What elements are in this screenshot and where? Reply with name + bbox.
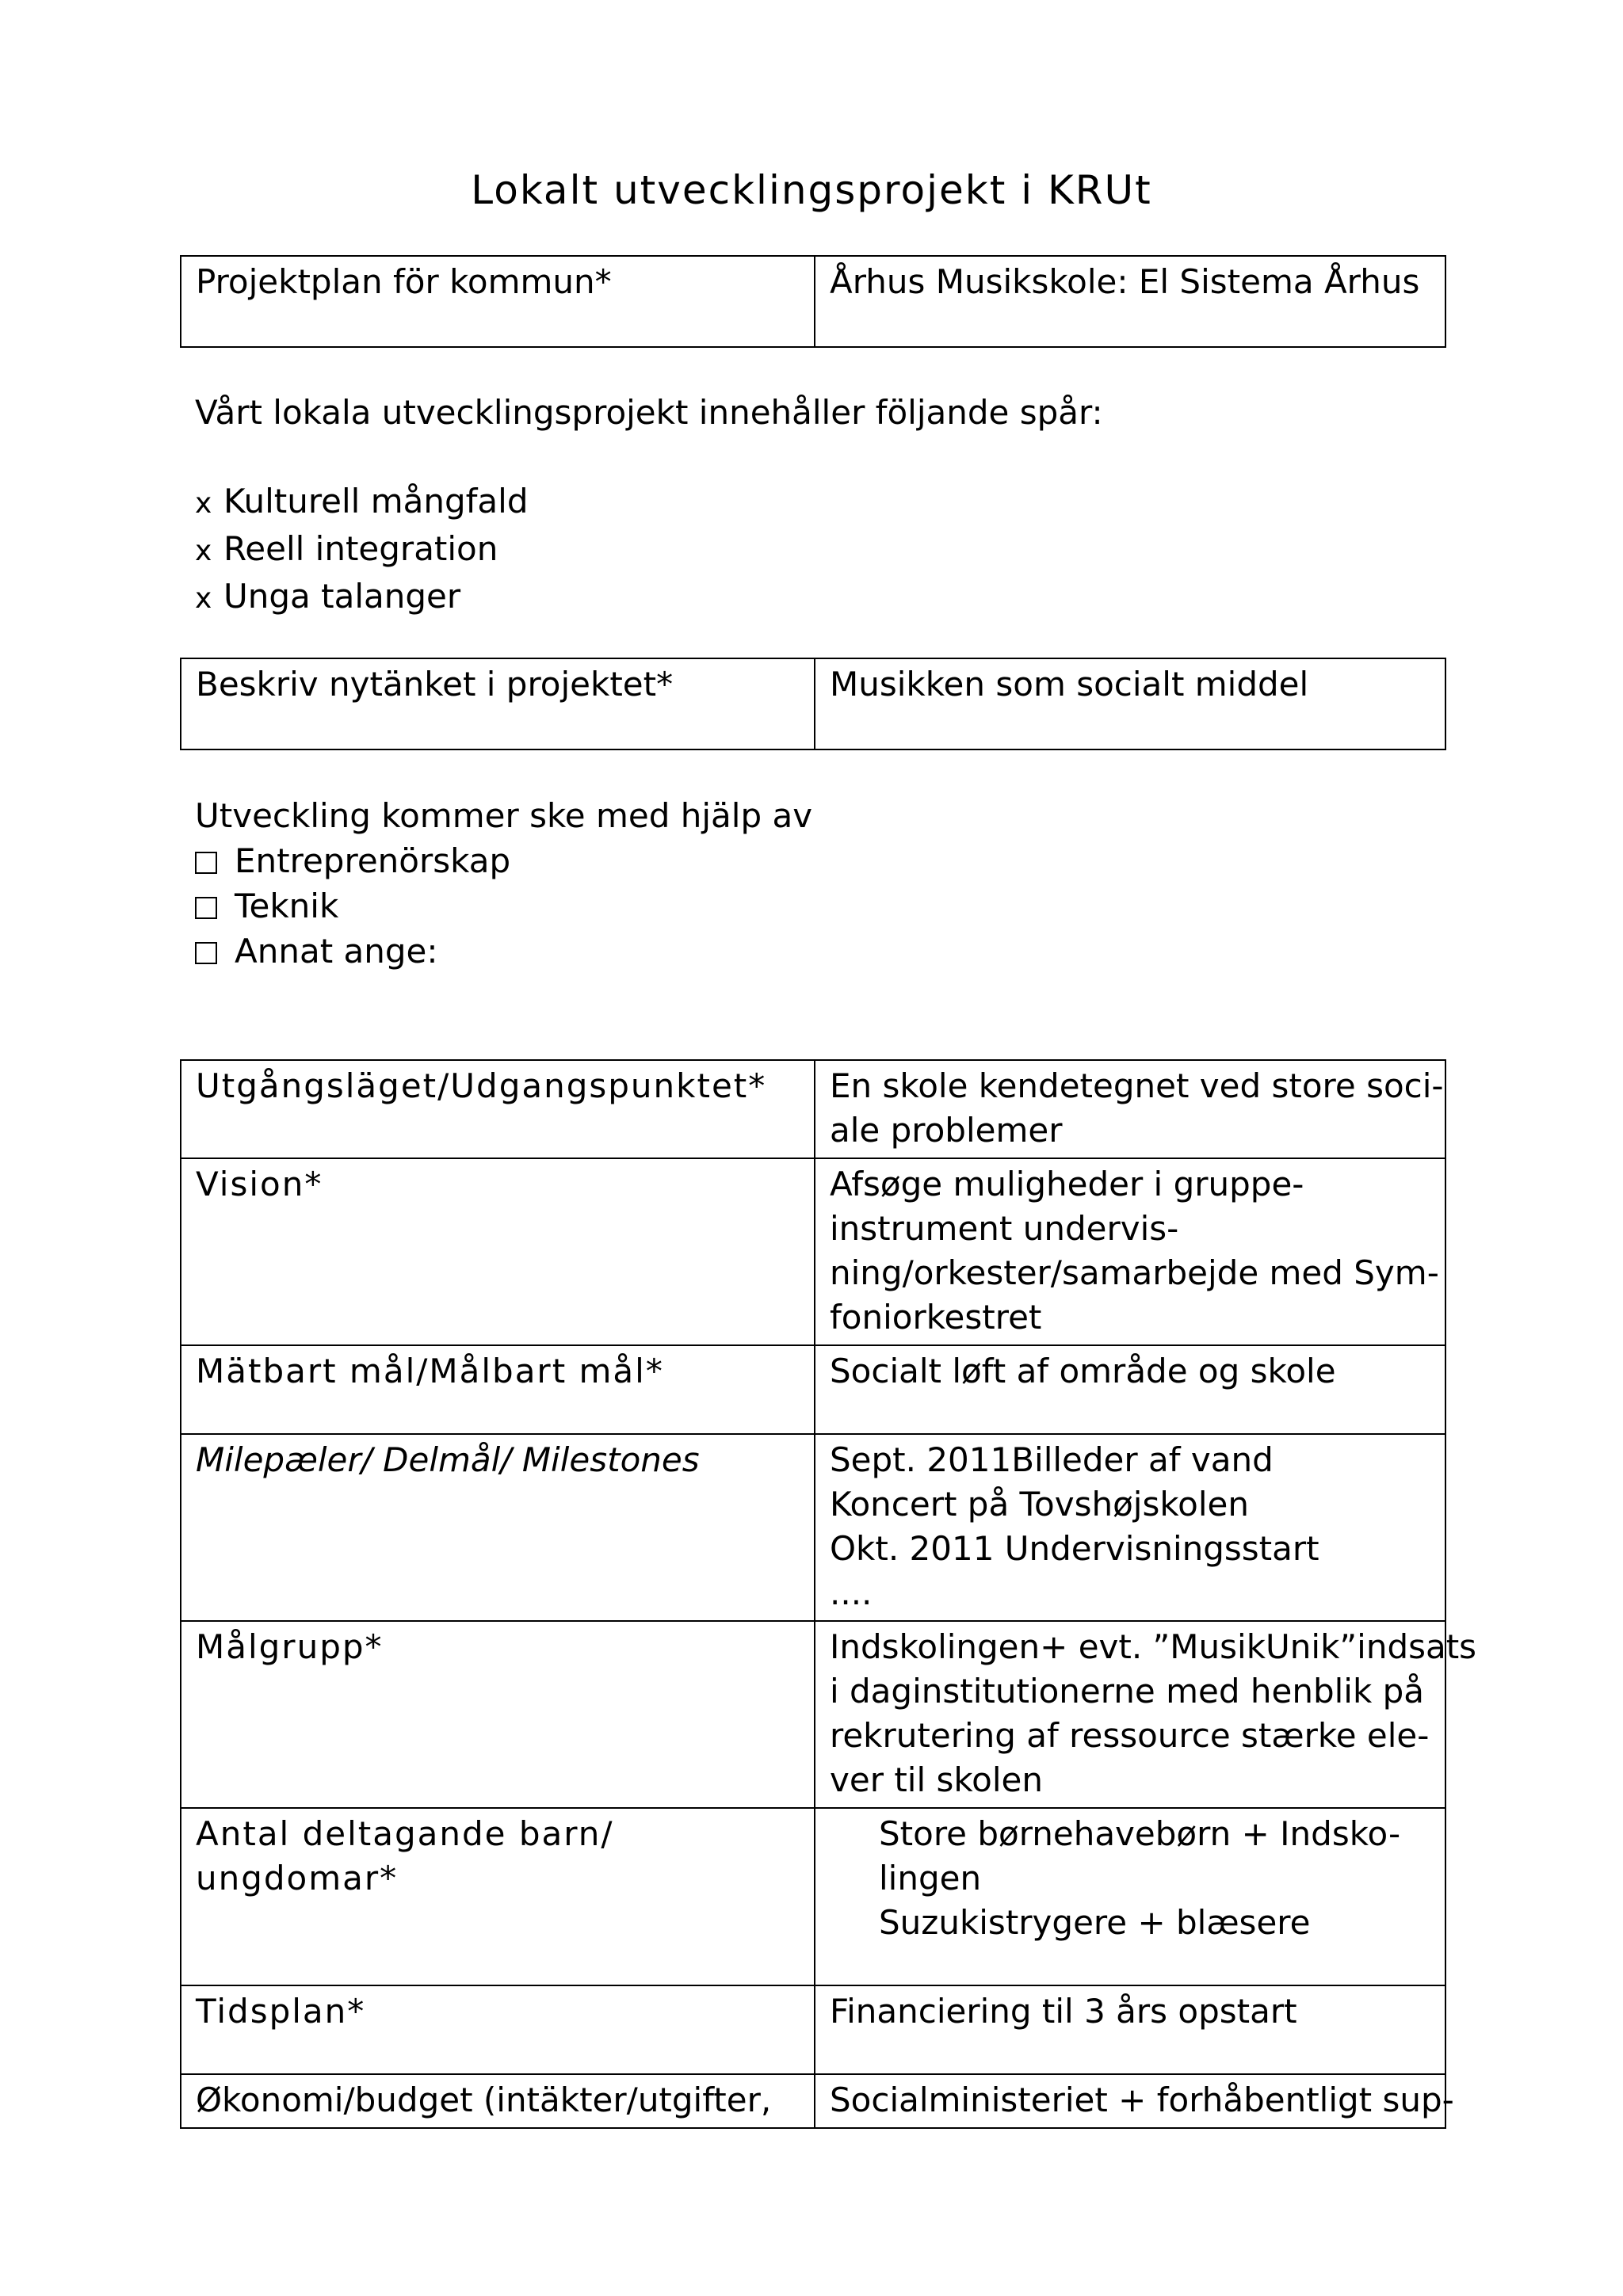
row-label: Vision* bbox=[181, 1158, 815, 1345]
row-value: Sept. 2011Billeder af vand Koncert på Tovshøjskolen Okt. 2011 Undervisningsstart .... bbox=[815, 1434, 1445, 1621]
row-label: Målgrupp* bbox=[181, 1621, 815, 1808]
x-mark-icon: x bbox=[195, 535, 212, 567]
spar-item-label: Kulturell mångfald bbox=[223, 482, 529, 521]
table-row bbox=[181, 1808, 1445, 1985]
row-value: Indskolingen+ evt. ”MusikUnik”indsats i daginstitutionerne med henblik på rekrutering af ressource stærke ele- ver til skolen bbox=[815, 1621, 1445, 1808]
table-row bbox=[181, 1985, 1445, 2074]
utveckling-section bbox=[195, 793, 812, 974]
projektplan-label: Projektplan för kommun* bbox=[181, 256, 815, 347]
row-value: En skole kendetegnet ved store soci- ale problemer bbox=[815, 1060, 1445, 1158]
x-mark-icon: x bbox=[195, 582, 212, 615]
nytanket-table bbox=[180, 658, 1446, 750]
list-item bbox=[195, 838, 812, 883]
row-label: Utgångsläget/Udgangspunktet* bbox=[181, 1060, 815, 1158]
projektplan-value: Århus Musikskole: El Sistema Århus bbox=[815, 256, 1445, 347]
nytanket-label: Beskriv nytänket i projektet* bbox=[181, 658, 815, 749]
utveckling-options bbox=[195, 838, 812, 974]
row-value: Financiering til 3 års opstart bbox=[815, 1985, 1445, 2074]
row-value: Afsøge muligheder i gruppe- instrument undervis- ning/orkester/samarbejde med Sym- foniorkestret bbox=[815, 1158, 1445, 1345]
table-row bbox=[181, 2074, 1445, 2128]
option-label: Entreprenörskap bbox=[235, 841, 511, 880]
table-row bbox=[181, 1434, 1445, 1621]
spar-item-label: Reell integration bbox=[223, 529, 498, 568]
spar-intro: Vårt lokala utvecklingsprojekt innehåller följande spår: bbox=[195, 393, 1103, 432]
spar-list bbox=[195, 479, 528, 621]
row-label: Økonomi/budget (intäkter/utgifter, bbox=[181, 2074, 815, 2128]
row-label: Tidsplan* bbox=[181, 1985, 815, 2074]
list-item bbox=[195, 479, 528, 526]
checkbox-icon bbox=[195, 852, 217, 874]
table-row bbox=[181, 1345, 1445, 1434]
option-label: Teknik bbox=[235, 887, 339, 925]
row-label: Mätbart mål/Målbart mål* bbox=[181, 1345, 815, 1434]
checkbox-icon bbox=[195, 942, 217, 964]
row-value: Socialministeriet + forhåbentligt sup- bbox=[815, 2074, 1445, 2128]
table-row bbox=[181, 1621, 1445, 1808]
row-value: Socialt løft af område og skole bbox=[815, 1345, 1445, 1434]
project-details-table bbox=[180, 1059, 1477, 2129]
nytanket-value: Musikken som socialt middel bbox=[815, 658, 1445, 749]
table-row bbox=[181, 658, 1445, 749]
table-row bbox=[181, 1060, 1445, 1158]
page-title: Lokalt utvecklingsprojekt i KRUt bbox=[471, 167, 1152, 213]
checkbox-icon bbox=[195, 897, 217, 919]
table-row bbox=[181, 1158, 1445, 1345]
row-value: Store børnehavebørn + Indsko- lingen Suzukistrygere + blæsere bbox=[815, 1808, 1445, 1985]
list-item bbox=[195, 526, 528, 574]
utveckling-intro: Utveckling kommer ske med hjälp av bbox=[195, 796, 813, 835]
list-item bbox=[195, 883, 812, 929]
list-item bbox=[195, 929, 812, 974]
option-label: Annat ange: bbox=[235, 932, 438, 971]
row-label: Milepæler/ Delmål/ Milestones bbox=[181, 1434, 815, 1621]
spar-item-label: Unga talanger bbox=[223, 577, 461, 616]
projektplan-table bbox=[180, 255, 1446, 348]
list-item bbox=[195, 574, 528, 621]
x-mark-icon: x bbox=[195, 487, 212, 520]
table-row bbox=[181, 256, 1445, 347]
row-label: Antal deltagande barn/ ungdomar* bbox=[181, 1808, 815, 1985]
